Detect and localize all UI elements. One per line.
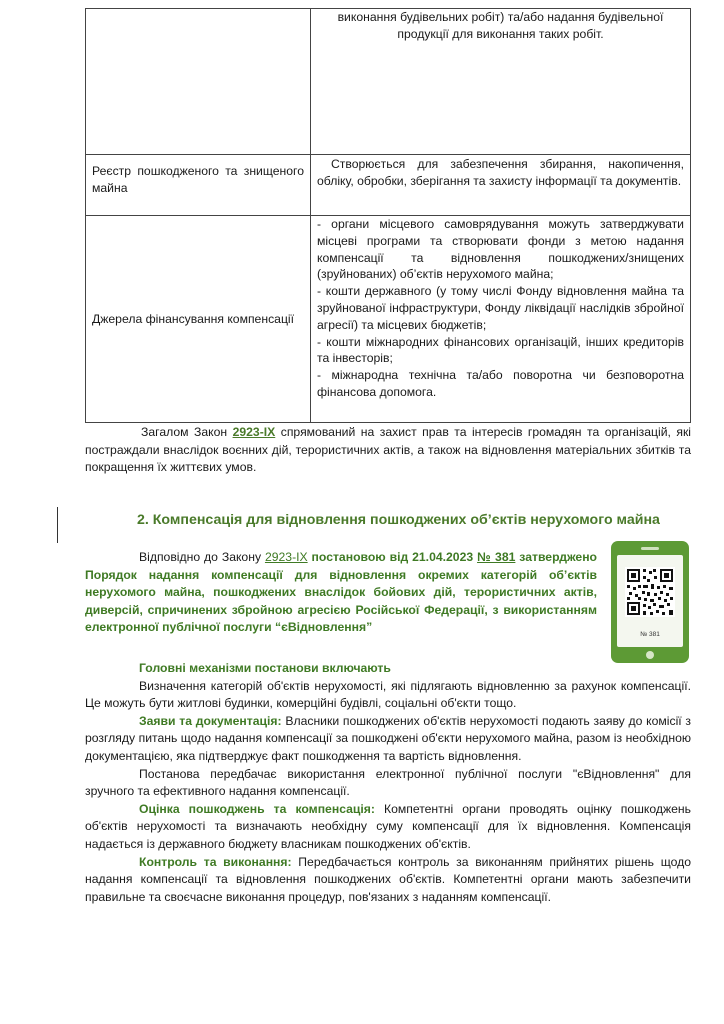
table-cell-list bbox=[311, 216, 691, 423]
registry-label: Реєстр пошкодженого та знищеного майна bbox=[92, 164, 304, 195]
cell-line: виконання будівельних робіт) та/або надання будівельної bbox=[337, 10, 664, 24]
table-cell-text bbox=[311, 155, 691, 216]
phone-speaker bbox=[641, 547, 659, 550]
service-text: Постанова передбачає використання електронної публічної послуги "єВідновлення" для зручного та ефективного надання компенсації. bbox=[85, 766, 691, 799]
phone-home-button bbox=[646, 651, 654, 659]
qr-label: № 381 bbox=[640, 631, 660, 638]
mechanisms-heading: Головні механізми постанови включають bbox=[139, 661, 391, 675]
service-paragraph bbox=[85, 766, 691, 801]
section-title: 2. Компенсація для відновлення пошкоджених об’єктів нерухомого майна bbox=[137, 512, 660, 528]
documents-paragraph bbox=[85, 713, 691, 766]
phone-screen bbox=[617, 555, 683, 647]
assessment-text: Компетентні органи проводять оцінку пошкоджень об'єктів нерухомості та визначають необхідну суму компенсації для їх відновлення. Компенсація надається із державного бюджету власникам пошкоджених об'єктів. bbox=[85, 801, 691, 851]
list-item: - кошти державного (у тому числі Фонду відновлення майна та зруйнованої інфраструктури, Фонду ліквідації наслідків збройної агресії) та місцевих бюджетів; bbox=[317, 284, 684, 332]
table-cell-text bbox=[311, 9, 691, 155]
table-cell-label bbox=[86, 155, 311, 216]
table-row bbox=[86, 155, 691, 216]
phone-qr-illustration bbox=[611, 541, 689, 663]
categories-text: Визначення категорій об'єктів нерухомості, які підлягають відновленню за рахунок компенсації. Це можуть бути житлові будинки, комерційні будівлі, соціальні об'єкти тощо. bbox=[85, 678, 691, 711]
lead-body: затверджено Порядок надання компенсації для відновлення окремих категорій об’єктів нерухомого майна, пошкоджених внаслідок бойових дій, терористичних актів, диверсій, спричинених збройною агресією Російської Федерації, з використанням електронної публічної послуги “єВідновлення” bbox=[85, 550, 598, 635]
summary-suffix: спрямований на захист прав та інтересів громадян та організацій, які постраждали внаслідок воєнних дій, терористичних актів, а також на відновлення матеріальних збитків та покращення їх життєвих умов. bbox=[85, 425, 692, 474]
text-cursor-bar bbox=[57, 507, 58, 543]
funding-sources-label: Джерела фінансування компенсації bbox=[92, 311, 295, 326]
categories-paragraph bbox=[85, 678, 691, 713]
assessment-label: Оцінка пошкоджень та компенсація: bbox=[139, 801, 375, 816]
law-link[interactable]: 2923-IX bbox=[264, 550, 308, 564]
control-paragraph bbox=[85, 854, 691, 907]
list-item: - кошти міжнародних фінансових організацій, інших кредиторів та інвесторів; bbox=[317, 334, 684, 366]
list-item: - органи місцевого самоврядування можуть затверджувати місцеві програми та створювати фонди з метою надання компенсації та відновлення пошкоджених/знищених (зруйнованих) об’єктів нерухомого майна; bbox=[317, 217, 684, 282]
resolution-date: постановою від 21.04.2023 bbox=[307, 550, 478, 564]
control-label: Контроль та виконання: bbox=[139, 854, 292, 869]
lead-intro: Відповідно до Закону bbox=[139, 550, 265, 564]
documents-label: Заяви та документація: bbox=[139, 713, 282, 728]
lead-paragraph bbox=[85, 549, 597, 637]
registry-description: Створюється для забезпечення збирання, накопичення, обліку, обробки, зберігання та захисту інформації та документів. bbox=[317, 157, 684, 188]
qr-code-icon bbox=[625, 567, 675, 625]
summary-paragraph bbox=[85, 424, 691, 477]
cell-line: продукції для виконання таких робіт. bbox=[397, 26, 604, 41]
assessment-paragraph bbox=[85, 801, 691, 854]
resolution-number-link[interactable]: № 381 bbox=[477, 550, 516, 564]
documents-text: Власники пошкоджених об'єктів нерухомості подають заяву до комісії з розгляду питань щодо надання компенсації за пошкоджені об'єкти нерухомого майна, разом із необхідною документацією, яка підтверджує факт пошкодження та вартість відновлення. bbox=[85, 713, 691, 763]
table-row bbox=[86, 216, 691, 423]
law-link[interactable]: 2923-IX bbox=[232, 425, 276, 439]
compensation-info-table bbox=[85, 8, 691, 423]
table-cell-label bbox=[86, 216, 311, 423]
table-cell-empty bbox=[86, 9, 311, 155]
control-text: Передбачається контроль за виконанням прийнятих рішень щодо надання компенсації та відновлення пошкоджених об'єктів. Компетентні органи мають забезпечити правильне та своєчасне виконання процедур, пов'язаних з наданням компенсації. bbox=[85, 854, 691, 904]
summary-prefix: Загалом Закон bbox=[141, 425, 233, 439]
mechanisms-section bbox=[85, 660, 691, 906]
table-row bbox=[86, 9, 691, 155]
list-item: - міжнародна технічна та/або поворотна чи безповоротна фінансова допомога. bbox=[317, 368, 684, 399]
